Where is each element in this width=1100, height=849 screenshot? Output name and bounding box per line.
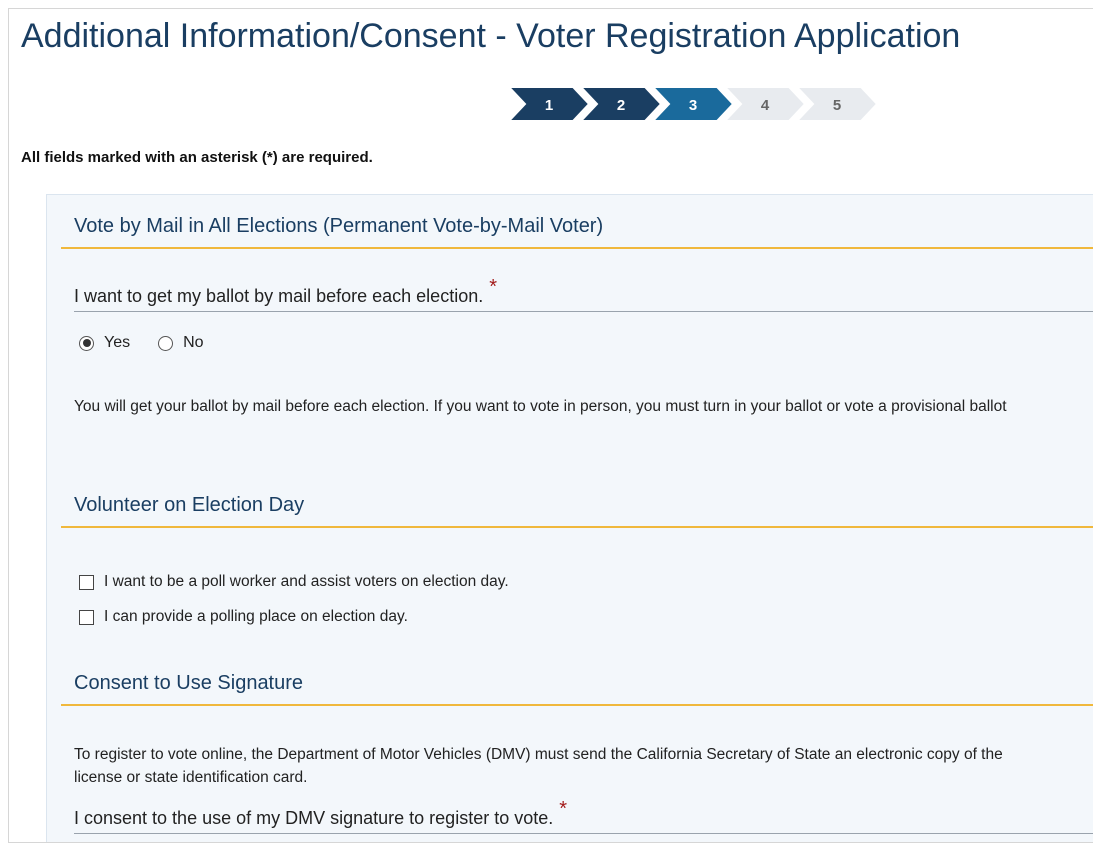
vote-by-mail-heading-text: Vote by Mail in All Elections (Permanent Vote-by-Mail Voter) (74, 215, 604, 237)
radio-yes[interactable] (79, 336, 94, 351)
required-fields-note: All fields marked with an asterisk (*) are required. (21, 149, 373, 166)
vote-by-mail-info: You will get your ballot by mail before each election. If you want to vote in person, you must turn in your ballot or vote a provisional ballot (74, 398, 1007, 415)
poll-worker-label[interactable]: I want to be a poll worker and assist voters on election day. (104, 573, 509, 590)
consent-heading (61, 672, 1093, 706)
progress-stepper (509, 86, 889, 122)
polling-place-option[interactable] (79, 608, 408, 626)
step-4-label: 4 (760, 97, 770, 114)
page-title: Additional Information/Consent - Voter Registration Application (21, 17, 961, 55)
volunteer-heading (61, 494, 1093, 528)
poll-worker-checkbox[interactable] (79, 575, 94, 590)
consent-info (74, 743, 1093, 789)
poll-worker-option[interactable] (79, 573, 509, 591)
application-frame (8, 8, 1093, 843)
stepper-graphic (509, 86, 889, 122)
radio-no[interactable] (158, 336, 173, 351)
form-panel (46, 194, 1093, 843)
consent-info-line-1: To register to vote online, the Department of Motor Vehicles (DMV) must send the California Secretary of State an electronic copy of the (74, 746, 1003, 763)
consent-info-line-2: license or state identification card. (74, 769, 308, 786)
step-5-label: 5 (832, 97, 842, 114)
required-asterisk: * (489, 276, 498, 298)
signature-consent-question-text: I consent to the use of my DMV signature to register to vote. (74, 808, 554, 828)
step-2-label: 2 (616, 97, 626, 114)
radio-yes-label[interactable]: Yes (104, 334, 131, 351)
step-1-label: 1 (544, 97, 554, 114)
ballot-by-mail-radio-group (79, 334, 232, 352)
step-3-label: 3 (688, 97, 698, 114)
signature-consent-question (74, 798, 1093, 834)
radio-no-label[interactable]: No (183, 334, 204, 351)
polling-place-checkbox[interactable] (79, 610, 94, 625)
ballot-by-mail-question (74, 276, 1093, 312)
radio-yes-selected-dot (83, 339, 91, 347)
polling-place-label[interactable]: I can provide a polling place on election day. (104, 608, 408, 625)
required-asterisk: * (559, 798, 568, 820)
volunteer-heading-text: Volunteer on Election Day (74, 494, 305, 516)
ballot-by-mail-question-text: I want to get my ballot by mail before each election. (74, 286, 484, 306)
vote-by-mail-heading (61, 215, 1093, 249)
consent-heading-text: Consent to Use Signature (74, 672, 304, 694)
